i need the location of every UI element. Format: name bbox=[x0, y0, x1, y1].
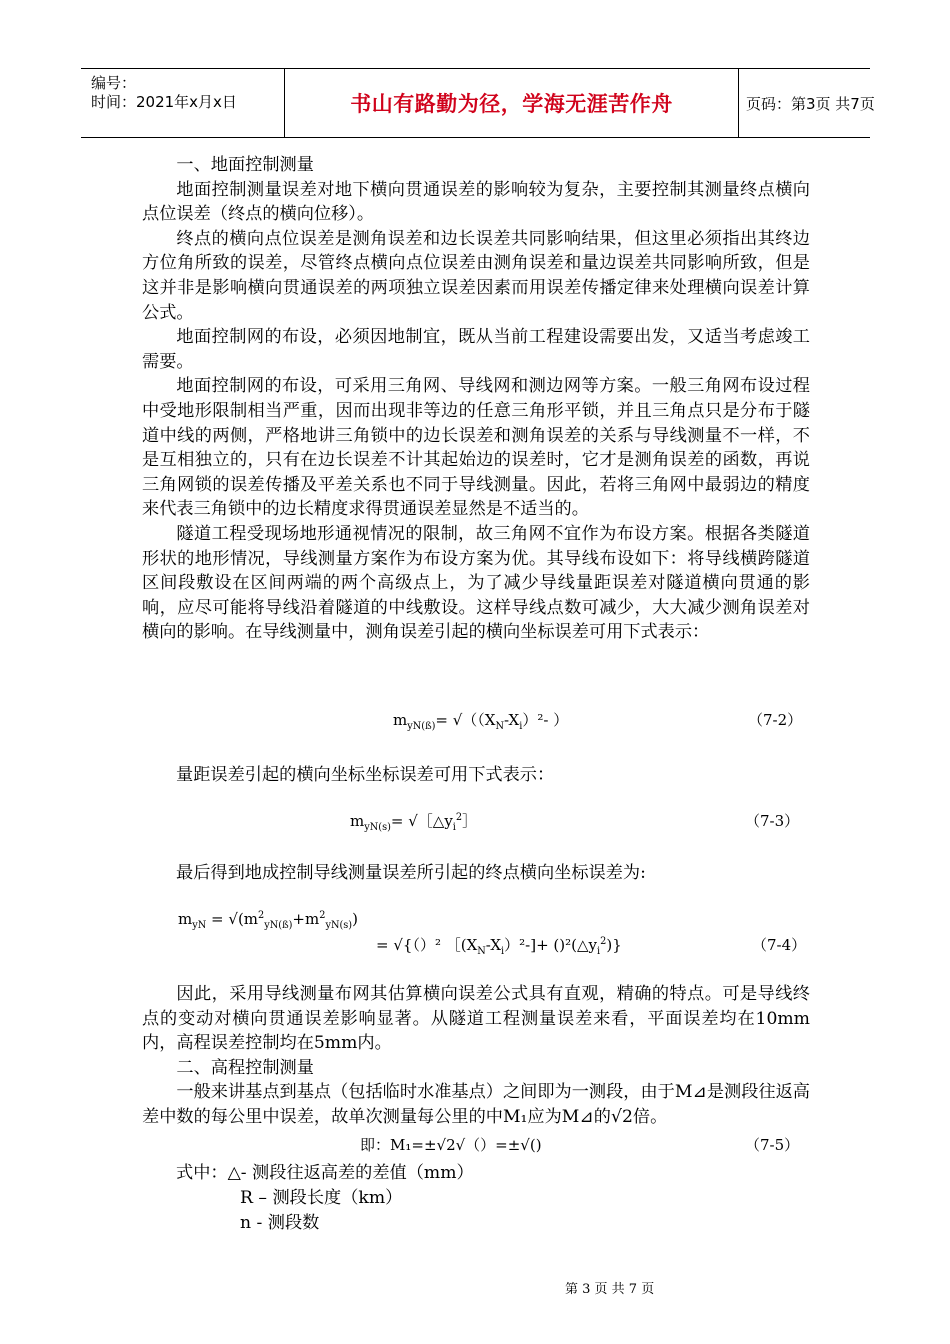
formula-text: +m bbox=[292, 910, 320, 928]
equation-number-7-3: （7-3） bbox=[745, 812, 800, 830]
formula-text: m bbox=[393, 711, 408, 729]
formula-sup: 2 bbox=[319, 910, 326, 921]
header-page-cell bbox=[738, 69, 875, 137]
formula-7-4-line-2 bbox=[376, 934, 622, 957]
formula-text: = √（（X bbox=[435, 711, 496, 729]
formula-sup: 2 bbox=[258, 910, 265, 921]
formula-text: -X bbox=[485, 936, 502, 954]
formula-7-2 bbox=[393, 709, 568, 732]
formula-sup: 2 bbox=[600, 936, 607, 947]
formula-text: ）²- ） bbox=[522, 711, 569, 729]
section-heading-1: 一、地面控制测量 bbox=[176, 155, 314, 175]
formula-sub: i bbox=[519, 721, 523, 732]
body-text-top bbox=[142, 153, 810, 645]
formula-text: -X bbox=[504, 711, 520, 729]
paragraph: 最后得到地成控制导线测量误差所引起的终点横向坐标误差为: bbox=[176, 863, 646, 883]
page-footer: 第 3 页 共 7 页 bbox=[565, 1282, 655, 1297]
formula-sub: N bbox=[495, 721, 505, 732]
paragraph: 因此，采用导线测量布网其估算横向误差公式具有直观，精确的特点。可是导线终点的变动对横向贯通误差影响显著。从隧道工程测量误差来看，平面误差均在10mm内，高程误差控制均在5mm内。 bbox=[142, 984, 810, 1054]
formula-text: ］ bbox=[462, 812, 478, 830]
formula-sub: i bbox=[501, 946, 505, 957]
legend-r: R – 测段长度（km） bbox=[240, 1188, 403, 1208]
formula-sup: 2 bbox=[455, 812, 463, 823]
equation-number-7-2: （7-2） bbox=[748, 711, 803, 729]
formula-sub: i bbox=[597, 946, 601, 957]
formula-sub: N bbox=[477, 946, 486, 957]
paragraph: 量距误差引起的横向坐标坐标误差可用下式表示： bbox=[176, 765, 555, 785]
equation-number-7-4: （7-4） bbox=[752, 936, 807, 954]
formula-text: m bbox=[178, 910, 193, 928]
formula-sub: yN(ß) bbox=[407, 721, 436, 732]
formula-7-3 bbox=[350, 810, 477, 833]
formula-sub: yN bbox=[192, 920, 207, 931]
formula-text: = √［△y bbox=[390, 812, 453, 830]
header-motto: 书山有路勤为径，学海无涯苦作舟 bbox=[350, 92, 673, 116]
formula-text: = √(m bbox=[206, 910, 259, 928]
formula-text: = √{（）² ［(X bbox=[376, 936, 478, 954]
formula-text: ) bbox=[352, 910, 358, 928]
legend-n: n - 测段数 bbox=[240, 1213, 320, 1233]
formula-text: ）²-]+ ()²(△y bbox=[504, 936, 597, 954]
paragraph: 隧道工程受现场地形通视情况的限制，故三角网不宜作为布设方案。根据各类隧道形状的地形情况，导线测量方案作为布设方案为优。其导线布设如下：将导线横跨隧道区间段敷设在区间两端的两个高级点上，为了减少导线量距误差对隧道横向贯通的影响，应尽可能将导线沿着隧道的中线敷设。这样导线点数可减少，大大减少测角误差对横向的影响。在导线测量中，测角误差引起的横向坐标误差可用下式表示： bbox=[142, 523, 810, 643]
legend-intro: 式中：△- 测段往返高差的差值（mm） bbox=[176, 1163, 474, 1183]
formula-7-4-line-1 bbox=[178, 910, 358, 931]
paragraph: 地面控制网的布设，可采用三角网、导线网和测边网等方案。一般三角网布设过程中受地形限制相当严重，因而出现非等边的任意三角形平锁，并且三角点只是分布于隧道中线的两侧，严格地讲三角锁中的边长误差和测角误差的关系与导线测量不一样，不是互相独立的，只有在边长误差不计其起始边的误差时，它才是测角误差的函数，再说三角网锁的误差传播及平差关系也不同于导线测量。因此，若将三角网中最弱边的精度来代表三角锁中的边长精度求得贯通误差显然是不适当的。 bbox=[142, 376, 810, 520]
header-page-info: 页码：第3页 共7页 bbox=[746, 94, 875, 113]
formula-sub: yN(s) bbox=[364, 822, 391, 833]
formula-sub: yN(s) bbox=[325, 920, 353, 931]
equation-number-7-5: （7-5） bbox=[745, 1136, 800, 1154]
header-motto-cell bbox=[284, 69, 739, 137]
formula-7-5: 即：M₁=±√2√（）=±√() bbox=[360, 1136, 542, 1154]
formula-sub: i bbox=[452, 822, 456, 833]
body-text-bottom bbox=[142, 982, 810, 1130]
paragraph: 地面控制网的布设，必须因地制宜，既从当前工程建设需要出发，又适当考虑竣工需要。 bbox=[142, 327, 810, 372]
formula-sub: yN(ß) bbox=[264, 920, 293, 931]
serial-label: 编号： bbox=[91, 74, 137, 92]
paragraph: 一般来讲基点到基点（包括临时水准基点）之间即为一测段，由于M⊿是测段往返高差中数的每公里中误差，故单次测量每公里的中M₁应为M⊿的√2倍。 bbox=[142, 1082, 810, 1127]
paragraph: 终点的横向点位误差是测角误差和边长误差共同影响结果，但这里必须指出其终边方位角所致的误差，尽管终点横向点位误差由测角误差和量边误差共同影响所致，但是这并非是影响横向贯通误差的两项独立误差因素而用误差传播定律来处理横向误差计算公式。 bbox=[142, 228, 810, 323]
section-heading-2: 二、高程控制测量 bbox=[176, 1057, 314, 1078]
header-left-cell bbox=[81, 69, 284, 137]
page-header bbox=[81, 68, 875, 138]
formula-text: )} bbox=[606, 936, 622, 954]
formula-text: m bbox=[350, 812, 365, 830]
time-label: 时间：2021年x月x日 bbox=[91, 93, 237, 111]
paragraph: 地面控制测量误差对地下横向贯通误差的影响较为复杂，主要控制其测量终点横向点位误差（终点的横向位移）。 bbox=[142, 179, 810, 225]
